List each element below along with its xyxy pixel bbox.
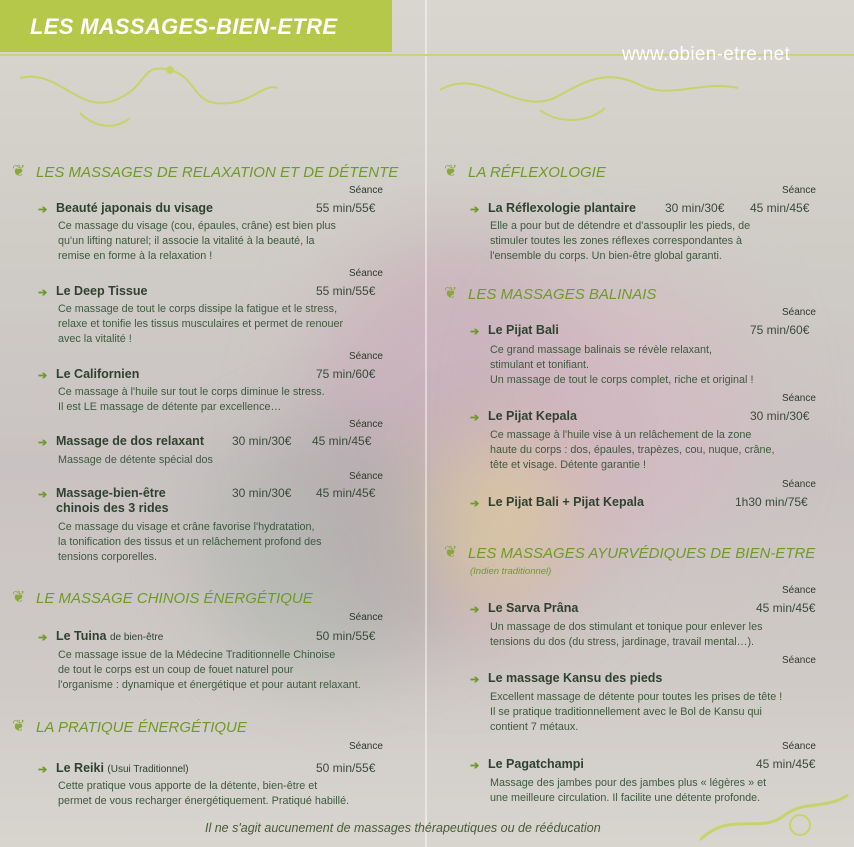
seance-label: Séance [782,741,816,752]
item-price: 45 min/45€ [312,434,372,448]
item-desc: Ce massage du visage (cou, épaules, crâne) est bien plus qu'un lifting naturel; il associe la vitalité à la beauté, la remise en forme à la relaxation ! [58,220,336,262]
section-title-ayurvedique: LES MASSAGES AYURVÉDIQUES DE BIEN-ETRE [468,545,816,562]
item-name: Le Pijat Kepala [488,409,577,423]
bullet-icon: ➔ [470,760,480,772]
section-title-pratique: LA PRATIQUE ÉNERGÉTIQUE [36,719,247,736]
bullet-icon: ➔ [38,437,48,449]
leaf-icon: ❦ [444,285,458,302]
leaf-icon: ❦ [444,544,458,561]
section-subtitle: (Indien traditionnel) [470,566,552,577]
seance-label: Séance [782,185,816,196]
item-name: Beauté japonais du visage [56,201,213,215]
item-price: 30 min/30€ [232,486,292,500]
item-price: 50 min/55€ [316,629,376,643]
bullet-icon: ➔ [38,204,48,216]
bullet-icon: ➔ [470,412,480,424]
item-name: Le massage Kansu des pieds [488,671,663,685]
seance-label: Séance [349,351,383,362]
bullet-icon: ➔ [38,370,48,382]
item-desc: Excellent massage de détente pour toutes les prises de tête ! Il se pratique traditionnellement avec le Bol de Kansu qui contient 7 métaux. [490,691,783,733]
section-title-balinais: LES MASSAGES BALINAIS [468,286,657,303]
seance-label: Séance [349,185,383,196]
item-name: Le Reiki (Usui Traditionnel) [56,761,189,775]
item-desc: Massage des jambes pour des jambes plus « légères » et une meilleure circulation. Il facilite une détente profonde. [490,777,767,804]
item-name: Le Californien [56,367,140,381]
item-desc: Cette pratique vous apporte de la détente, bien-être et permet de vous recharger énergétiquement. Pratiqué habillé. [58,780,350,807]
seance-label: Séance [349,471,383,482]
seance-label: Séance [349,419,383,430]
page-fold [425,0,427,847]
item-desc: Elle a pour but de détendre et d'assouplir les pieds, de stimuler toutes les zones réflexes correspondantes à l'ensemble du corps. Un bien-être global garanti. [490,220,751,262]
item-desc: Ce massage issue de la Médecine Traditionnelle Chinoise de tout le corps est un coup de fouet naturel pour l'organisme : dynamique et énergétique et pour autant relaxant. [58,649,361,691]
item-name: Le Pijat Bali [488,323,559,337]
leaf-icon: ❦ [12,589,26,606]
item-name: La Réflexologie plantaire [488,201,636,215]
item-price: 30 min/30€ [750,409,810,423]
page-title: LES MASSAGES-BIEN-ETRE [30,14,338,39]
bullet-icon: ➔ [470,674,480,686]
item-price: 30 min/30€ [232,434,292,448]
leaf-icon: ❦ [12,718,26,735]
item-price: 45 min/45€ [316,486,376,500]
seance-label: Séance [782,393,816,404]
section-title-reflexologie: LA RÉFLEXOLOGIE [468,164,606,181]
item-desc: Ce massage du visage et crâne favorise l'hydratation, la tonification des tissus et un relâchement profond des tensions corporelles. [58,521,322,563]
seance-label: Séance [349,741,383,752]
item-price: 45 min/45€ [756,757,816,771]
bullet-icon: ➔ [38,287,48,299]
item-price: 30 min/30€ [665,201,725,215]
seance-label: Séance [782,585,816,596]
item-desc: Ce massage de tout le corps dissipe la fatigue et le stress, relaxe et tonifie les tissus musculaires et permet de renouer avec la vitalité ! [58,303,344,345]
item-price: 50 min/55€ [316,761,376,775]
leaf-icon: ❦ [444,163,458,180]
seance-label: Séance [782,307,816,318]
bullet-icon: ➔ [470,204,480,216]
item-name: Massage-bien-être chinois des 3 rides [56,486,169,515]
item-price: 75 min/60€ [316,367,376,381]
item-price: 75 min/60€ [750,323,810,337]
bullet-icon: ➔ [38,489,48,501]
bullet-icon: ➔ [470,498,480,510]
item-price: 45 min/45€ [756,601,816,615]
item-name: Massage de dos relaxant [56,434,204,448]
seance-label: Séance [782,479,816,490]
bullet-icon: ➔ [38,764,48,776]
item-name: Le Deep Tissue [56,284,148,298]
bullet-icon: ➔ [470,604,480,616]
swirl-ornament-left [20,58,280,138]
item-desc: Ce massage à l'huile vise à un relâchement de la zone haute du corps : dos, épaules, trapèzes, cou, nuque, crâne, tête et visage. Détente garantie ! [490,429,775,471]
leaf-icon: ❦ [12,163,26,180]
item-price: 55 min/55€ [316,284,376,298]
item-name: Le Pagatchampi [488,757,584,771]
seance-label: Séance [782,655,816,666]
item-name: Le Sarva Prâna [488,601,579,615]
item-name: Le Pijat Bali + Pijat Kepala [488,495,644,509]
section-title-relaxation: LES MASSAGES DE RELAXATION ET DE DÉTENTE [36,164,399,181]
item-name: Le Tuina de bien-être [56,629,164,643]
bullet-icon: ➔ [38,632,48,644]
item-desc: Massage de détente spécial dos [58,454,213,466]
item-price: 55 min/55€ [316,201,376,215]
footer-disclaimer: Il ne s'agit aucunement de massages thérapeutiques ou de rééducation [205,821,601,835]
seance-label: Séance [349,268,383,279]
item-price: 45 min/45€ [750,201,810,215]
item-desc: Ce grand massage balinais se révèle relaxant, stimulant et tonifiant. Un massage de tout le corps complet, riche et original ! [490,344,754,386]
website-url: www.obien-etre.net [622,44,791,65]
bullet-icon: ➔ [470,326,480,338]
seance-label: Séance [349,612,383,623]
item-desc: Ce massage à l'huile sur tout le corps diminue le stress. Il est LE massage de détente par excellence… [58,386,325,413]
item-price: 1h30 min/75€ [735,495,808,509]
section-title-chinois: LE MASSAGE CHINOIS ÉNERGÉTIQUE [36,590,313,607]
swirl-ornament-right [440,60,740,130]
item-desc: Un massage de dos stimulant et tonique pour enlever les tensions du dos (du stress, jardinage, travail mental…). [490,621,763,648]
